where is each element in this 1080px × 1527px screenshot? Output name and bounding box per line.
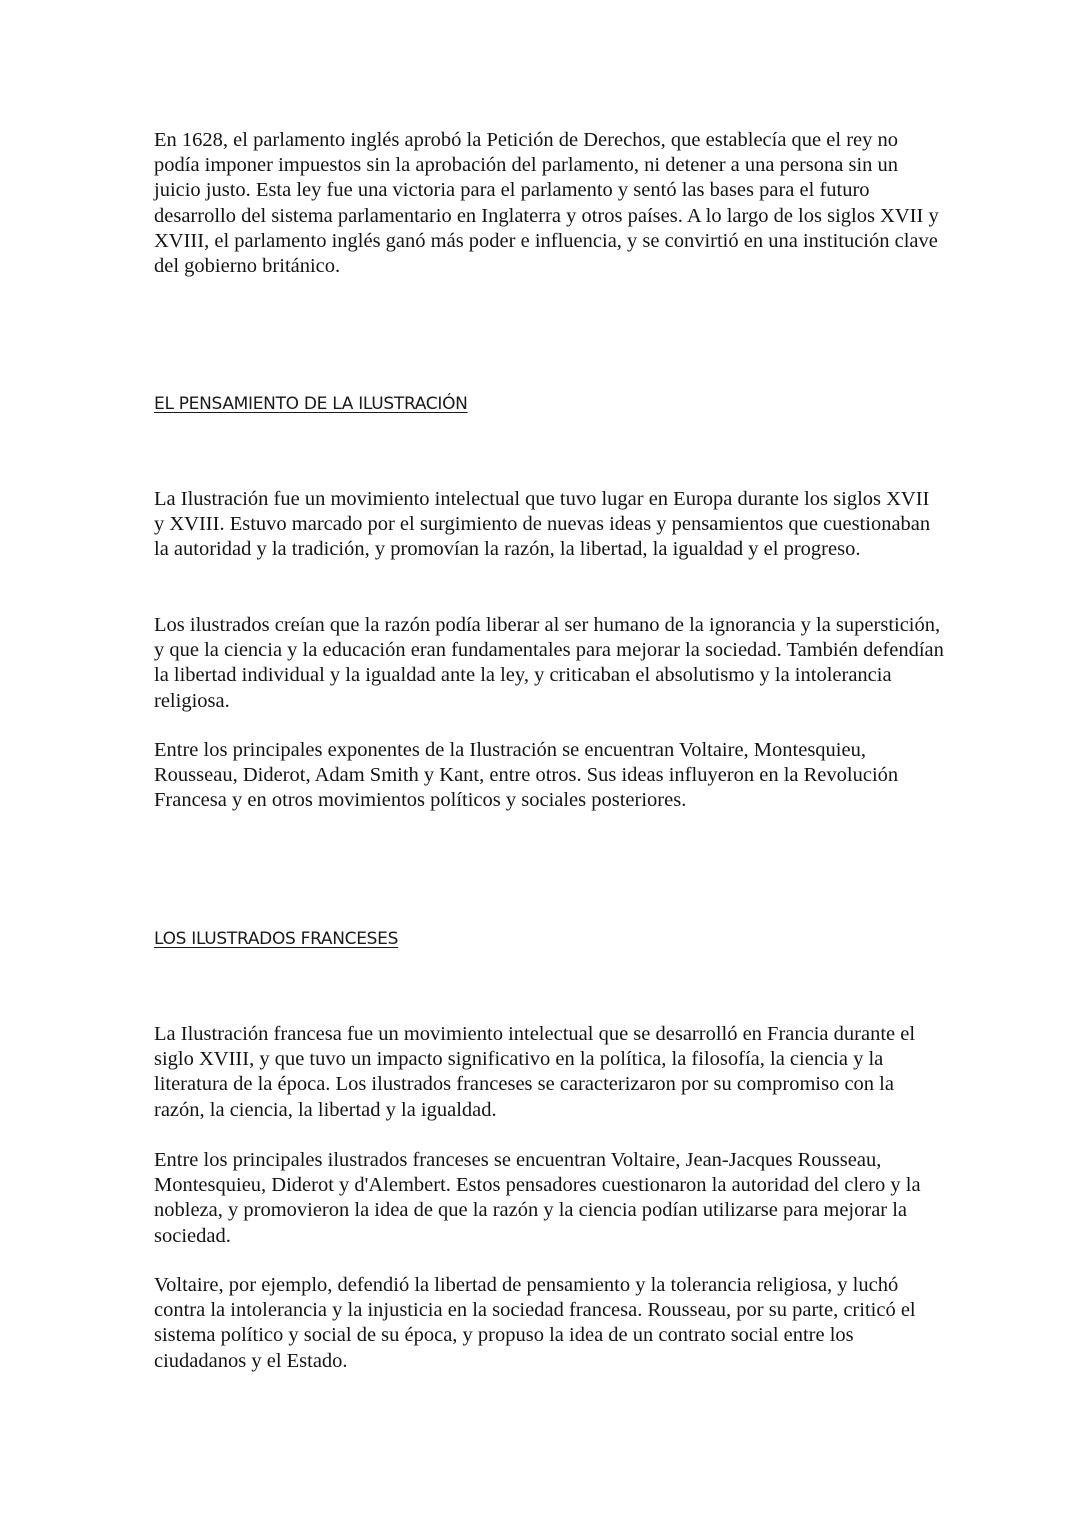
section-paragraph: La Ilustración fue un movimiento intelectual que tuvo lugar en Europa durante los siglos XVII y XVIII. Estuvo marcado por el surgimiento de nuevas ideas y pensamientos que cuestionaban la autoridad y la tradición, y promovían la razón, la libertad, la igualdad y el progreso. <box>154 488 931 561</box>
section-paragraph: La Ilustración francesa fue un movimiento intelectual que se desarrolló en Francia durante el siglo XVIII, y que tuvo un impacto significativo en la política, la filosofía, la ciencia y la literatura de la época. Los ilustrados franceses se caracterizaron por su compromiso con la razón, la ciencia, la libertad y la igualdad. <box>154 1023 916 1121</box>
section-heading-franceses <box>154 928 944 950</box>
section-paragraph: Entre los principales ilustrados franceses se encuentran Voltaire, Jean-Jacques Rousseau, Montesquieu, Diderot y d'Alembert. Estos pensadores cuestionaron la autoridad del clero y la nobleza, y promovieron la idea de que la razón y la ciencia podían utilizarse para mejorar la sociedad. <box>154 1149 921 1247</box>
section-paragraph-block <box>154 613 944 714</box>
section-heading: LOS ILUSTRADOS FRANCESES <box>154 929 399 949</box>
section-paragraph-block <box>154 1022 944 1123</box>
section-paragraph-block <box>154 738 944 814</box>
section-paragraph: Entre los principales exponentes de la Ilustración se encuentran Voltaire, Montesquieu, Rousseau, Diderot, Adam Smith y Kant, entre otros. Sus ideas influyeron en la Revolución Francesa y en otros movimientos políticos y sociales posteriores. <box>154 739 899 812</box>
section-paragraph: Voltaire, por ejemplo, defendió la libertad de pensamiento y la tolerancia religiosa, y luchó contra la intolerancia y la injusticia en la sociedad francesa. Rousseau, por su parte, criticó el sistema político y social de su época, y propuso la idea de un contrato social entre los ciudadanos y el Estado. <box>154 1274 916 1372</box>
section-paragraph: Los ilustrados creían que la razón podía liberar al ser humano de la ignorancia y la superstición, y que la ciencia y la educación eran fundamentales para mejorar la sociedad. También defendían la libertad individual y la igualdad ante la ley, y criticaban el absolutismo y la intolerancia religiosa. <box>154 614 944 712</box>
section-paragraph-block <box>154 487 944 563</box>
section-paragraph-block <box>154 1148 944 1249</box>
section-heading-ilustracion <box>154 393 944 415</box>
intro-paragraph: En 1628, el parlamento inglés aprobó la Petición de Derechos, que establecía que el rey no podía imponer impuestos sin la aprobación del parlamento, ni detener a una persona sin un juicio justo. Esta ley fue una victoria para el parlamento y sentó las bases para el futuro desarrollo del sistema parlamentario en Inglaterra y otros países. A lo largo de los siglos XVII y XVIII, el parlamento inglés ganó más poder e influencia, y se convirtió en una institución clave del gobierno británico. <box>154 129 939 278</box>
section-heading: EL PENSAMIENTO DE LA ILUSTRACIÓN <box>154 394 468 414</box>
intro-paragraph-block <box>154 128 944 279</box>
section-paragraph-block <box>154 1273 944 1374</box>
